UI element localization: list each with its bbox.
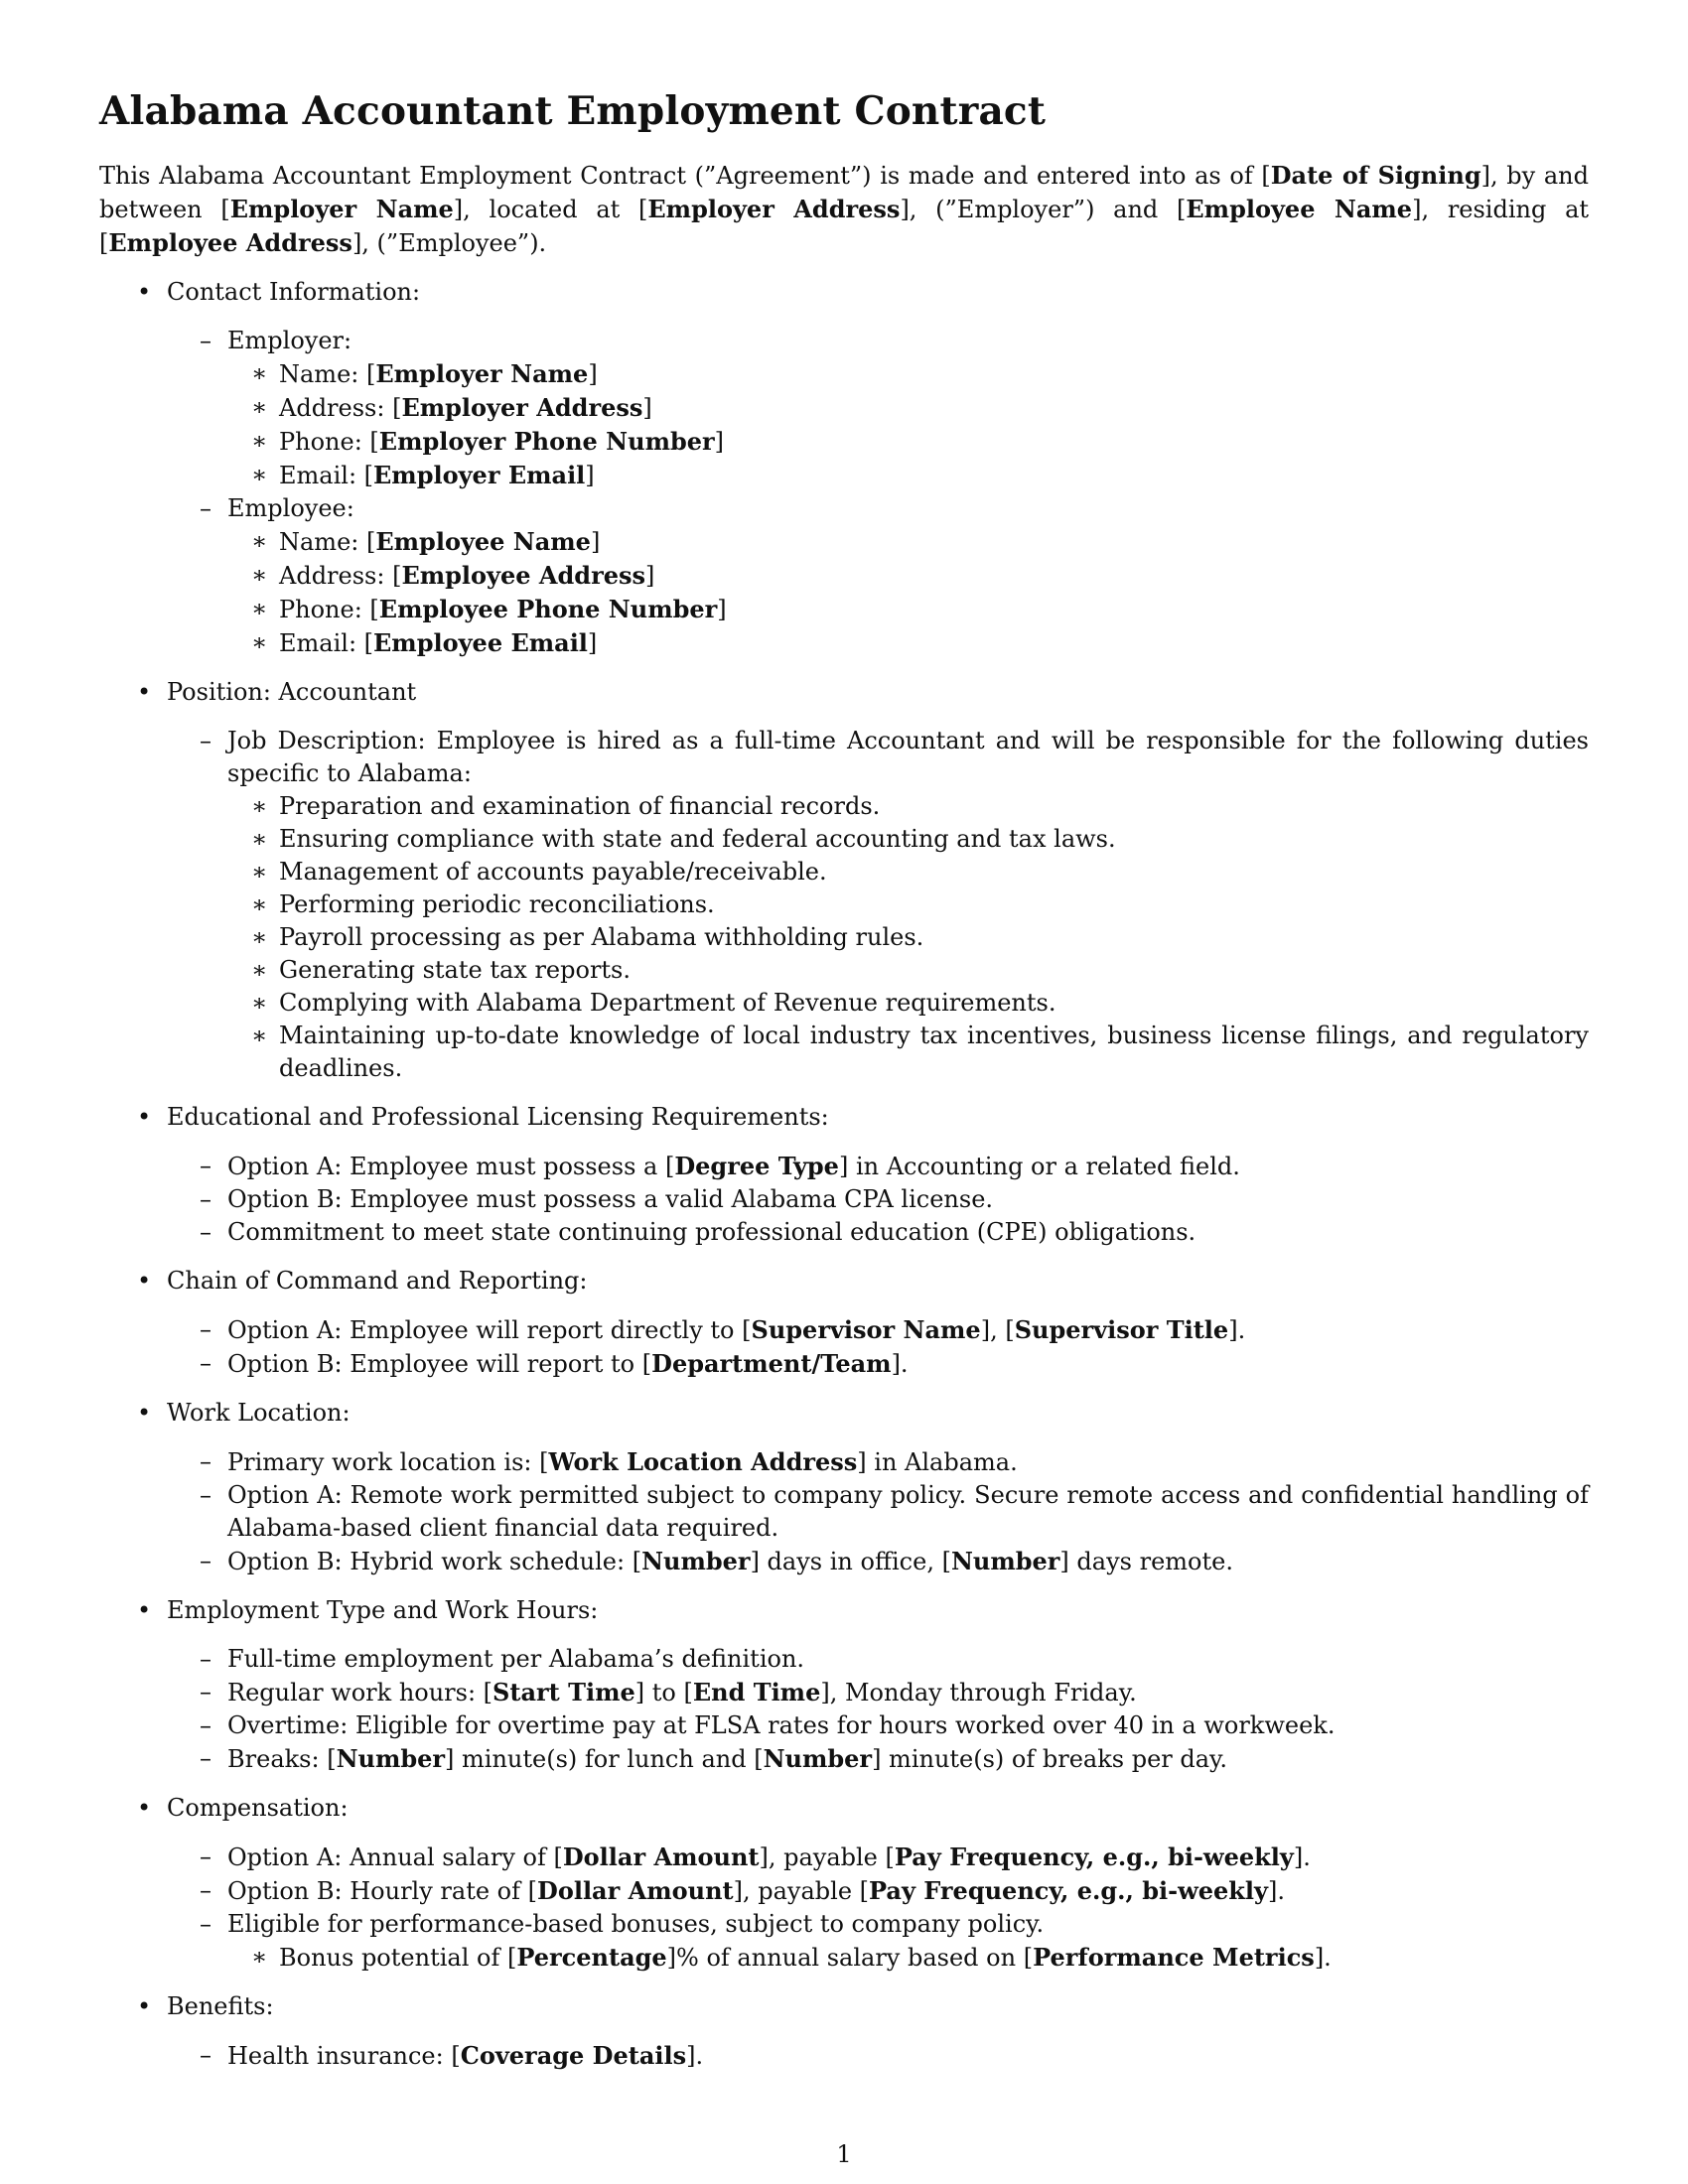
list-item: – Primary work location is: [Work Location Address] in Alabama. xyxy=(99,1445,1589,1479)
section-label: • Benefits: xyxy=(167,1992,274,2020)
list-item: ∗ Complying with Alabama Department of Revenue requirements. xyxy=(99,987,1589,1020)
list-item: ∗ Management of accounts payable/receivable. xyxy=(99,856,1589,888)
page-number: 1 xyxy=(836,2140,852,2168)
list-item: – Breaks: [Number] minute(s) for lunch and [Number] minute(s) of breaks per day. xyxy=(99,1742,1589,1776)
list-item: – Option B: Hybrid work schedule: [Number] days in office, [Number] days remote. xyxy=(99,1545,1589,1578)
section-contact-information xyxy=(99,276,1589,660)
list-item: ∗ Generating state tax reports. xyxy=(99,954,1589,987)
section-label: • Position: Accountant xyxy=(167,678,417,706)
list-item: ∗ Address: [Employer Address] xyxy=(99,391,1589,425)
list-item: ∗ Name: [Employee Name] xyxy=(99,525,1589,559)
section-label: • Contact Information: xyxy=(167,278,421,306)
list-item: ∗ Bonus potential of [Percentage]% of annual salary based on [Performance Metrics]. xyxy=(99,1941,1589,1975)
employee-contact: – Employee: ∗ Name: [Employee Name] ∗ Address: [Employee Address] ∗ Phone: [Employee Phone Number] ∗ Email: [Employee Email] xyxy=(99,492,1589,660)
section-position xyxy=(99,676,1589,1085)
list-item: ∗ Email: [Employer Email] xyxy=(99,459,1589,492)
list-item: ∗ Name: [Employer Name] xyxy=(99,357,1589,391)
list-item: ∗ Ensuring compliance with state and federal accounting and tax laws. xyxy=(99,823,1589,856)
list-item: – Overtime: Eligible for overtime pay at FLSA rates for hours worked over 40 in a workweek. xyxy=(99,1709,1589,1742)
section-work-location xyxy=(99,1397,1589,1578)
document-title: Alabama Accountant Employment Contract xyxy=(99,88,1047,134)
section-label: • Compensation: xyxy=(167,1794,349,1822)
employer-contact: – Employer: ∗ Name: [Employer Name] ∗ Address: [Employer Address] ∗ Phone: [Employer Phone Number] ∗ Email: [Employer Email] xyxy=(99,325,1589,492)
list-item: ∗ Address: [Employee Address] xyxy=(99,559,1589,593)
section-work-hours xyxy=(99,1594,1589,1776)
list-item: ∗ Payroll processing as per Alabama withholding rules. xyxy=(99,921,1589,954)
job-description: – Job Description: Employee is hired as a full-time Accountant and will be responsible for the following duties specific to Alabama: ∗ Preparation and examination of financial records. ∗ Ensuring compliance with state and federal accounting and tax laws. ∗ Management of accounts payable/receivable. ∗ Performing periodic reconciliations. ∗ Payroll processing as per Alabama withholding rules. ∗ Generating state tax reports. ∗ Complying with Alabama Department of Revenue requirements. ∗ Maintaining up-to-date knowledge of local industry tax incentives, business license filings, and regulatory deadlines. xyxy=(99,725,1589,1085)
section-compensation xyxy=(99,1792,1589,1975)
list-item: – Option A: Employee will report directly to [Supervisor Name], [Supervisor Title]. xyxy=(99,1313,1589,1347)
list-item: – Option A: Annual salary of [Dollar Amount], payable [Pay Frequency, e.g., bi-weekly]. xyxy=(99,1841,1589,1874)
contract-sections xyxy=(99,276,1589,2089)
section-benefits xyxy=(99,1990,1589,2073)
list-item: ∗ Preparation and examination of financial records. xyxy=(99,790,1589,823)
section-label: • Educational and Professional Licensing Requirements: xyxy=(167,1103,829,1131)
field-employer-address: Employer Address xyxy=(647,195,901,223)
list-item: ∗ Phone: [Employee Phone Number] xyxy=(99,593,1589,626)
list-item: ∗ Performing periodic reconciliations. xyxy=(99,888,1589,921)
field-employer-name: Employer Name xyxy=(229,195,454,223)
section-label: • Chain of Command and Reporting: xyxy=(167,1267,588,1295)
list-item: – Health insurance: [Coverage Details]. xyxy=(99,2039,1589,2073)
list-item: ∗ Maintaining up-to-date knowledge of local industry tax incentives, business license filings, and regulatory deadlines. xyxy=(99,1020,1589,1085)
section-education xyxy=(99,1101,1589,1249)
list-item: – Option B: Employee must possess a valid Alabama CPA license. xyxy=(99,1183,1589,1216)
list-item: – Option B: Hourly rate of [Dollar Amount], payable [Pay Frequency, e.g., bi-weekly]. xyxy=(99,1874,1589,1908)
list-item: – Full-time employment per Alabama’s definition. xyxy=(99,1643,1589,1676)
list-item: – Option B: Employee will report to [Department/Team]. xyxy=(99,1347,1589,1381)
field-employee-address: Employee Address xyxy=(108,228,352,257)
list-item: ∗ Phone: [Employer Phone Number] xyxy=(99,425,1589,459)
field-date-of-signing: Date of Signing xyxy=(1270,161,1481,190)
field-employee-name: Employee Name xyxy=(1186,195,1413,223)
list-item: – Eligible for performance-based bonuses, subject to company policy. ∗ Bonus potential of [Percentage]% of annual salary based on [Performance Metrics]. xyxy=(99,1908,1589,1975)
list-item: ∗ Email: [Employee Email] xyxy=(99,626,1589,660)
list-item: – Option A: Employee must possess a [Degree Type] in Accounting or a related field. xyxy=(99,1150,1589,1183)
section-label: • Employment Type and Work Hours: xyxy=(167,1596,599,1624)
intro-paragraph: This Alabama Accountant Employment Contract (”Agreement”) is made and entered into as of [Date of Signing], by and between [Employer Name], located at [Employer Address], (”Employer”) and [Employee Name], residing at [Employee Address], (”Employee”). xyxy=(99,161,1590,257)
section-chain-of-command xyxy=(99,1265,1589,1381)
section-label: • Work Location: xyxy=(167,1399,351,1427)
list-item: – Commitment to meet state continuing professional education (CPE) obligations. xyxy=(99,1216,1589,1249)
list-item: – Regular work hours: [Start Time] to [End Time], Monday through Friday. xyxy=(99,1676,1589,1709)
list-item: – Option A: Remote work permitted subject to company policy. Secure remote access and confidential handling of Alabama-based client financial data required. xyxy=(99,1479,1589,1545)
